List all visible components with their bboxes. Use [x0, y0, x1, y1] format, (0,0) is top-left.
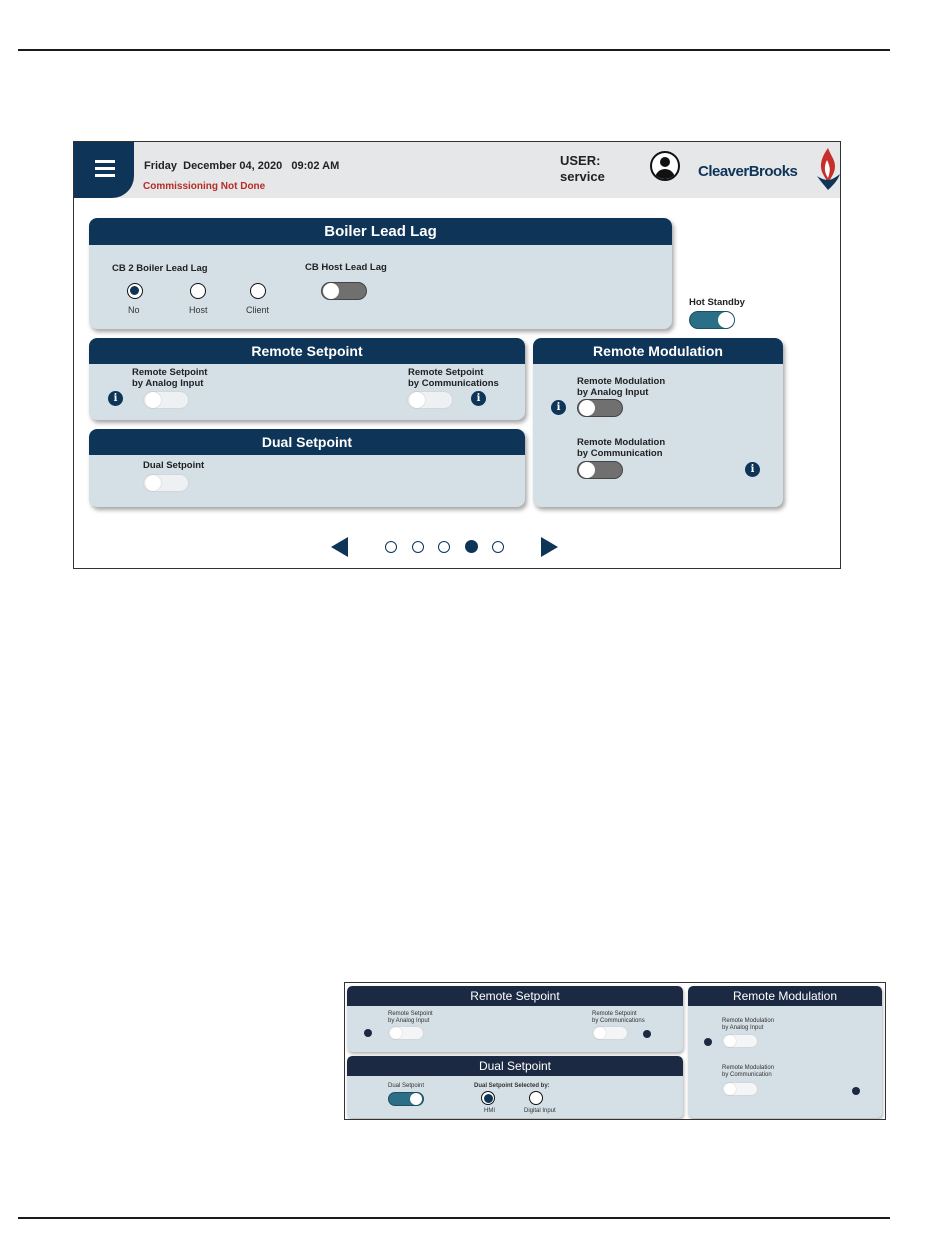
- radio-digital-input-label: Digital Input: [524, 1108, 556, 1114]
- commissioning-status: Commissioning Not Done: [143, 181, 266, 192]
- page-dot-4-active[interactable]: [465, 540, 478, 553]
- remote-setpoint-analog-toggle[interactable]: [388, 1026, 424, 1040]
- radio-hmi-label: HMI: [484, 1108, 495, 1114]
- panel-title: Dual Setpoint: [89, 429, 525, 455]
- remote-setpoint-comm-toggle[interactable]: [592, 1026, 628, 1040]
- dual-setpoint-panel: [89, 429, 525, 507]
- hot-standby-toggle[interactable]: [689, 311, 735, 329]
- page-dot-1[interactable]: [385, 541, 397, 553]
- radio-host-label: Host: [189, 305, 208, 315]
- user-label: USER:: [560, 153, 601, 168]
- panel-title: Dual Setpoint: [347, 1056, 683, 1076]
- info-icon[interactable]: i: [551, 400, 566, 415]
- communication-label: Remote Modulation by Communication: [722, 1065, 775, 1078]
- analog-input-label: Remote Modulation by Analog Input: [577, 376, 666, 398]
- next-arrow-icon[interactable]: [541, 537, 558, 557]
- info-icon[interactable]: i: [745, 462, 760, 477]
- remote-modulation-comm-toggle[interactable]: [577, 461, 623, 479]
- analog-input-label: Remote Modulation by Analog Input: [722, 1018, 775, 1031]
- brand-flame-icon: [815, 146, 841, 192]
- user-name: service: [560, 169, 605, 184]
- communications-label: Remote Setpoint by Communications: [592, 1011, 645, 1024]
- remote-modulation-panel: [533, 338, 783, 507]
- selected-by-label: Dual Setpoint Selected by:: [474, 1083, 550, 1089]
- radio-digital-input[interactable]: [529, 1091, 543, 1105]
- radio-host[interactable]: [190, 283, 206, 299]
- hmi-screen: [73, 141, 841, 569]
- panel-title: Remote Modulation: [688, 986, 882, 1006]
- panel-title: Remote Modulation: [533, 338, 783, 364]
- brand-logo: CleaverBrooks: [698, 163, 798, 180]
- page-dot-2[interactable]: [412, 541, 424, 553]
- radio-hmi[interactable]: [481, 1091, 495, 1105]
- menu-button[interactable]: [74, 142, 134, 198]
- example-screen: [344, 982, 886, 1120]
- remote-setpoint-comm-toggle[interactable]: [407, 391, 453, 409]
- example-remote-modulation-panel: [688, 986, 882, 1118]
- analog-input-label: Remote Setpoint by Analog Input: [132, 367, 208, 389]
- top-bar: [74, 142, 840, 198]
- remote-modulation-comm-toggle[interactable]: [722, 1082, 758, 1096]
- dual-setpoint-label: Dual Setpoint: [143, 460, 205, 471]
- communications-label: Remote Setpoint by Communications: [408, 367, 499, 389]
- dual-setpoint-toggle[interactable]: [143, 474, 189, 492]
- remote-modulation-analog-toggle[interactable]: [577, 399, 623, 417]
- prev-arrow-icon[interactable]: [331, 537, 348, 557]
- bottom-rule: [18, 1217, 890, 1219]
- communication-label: Remote Modulation by Communication: [577, 437, 666, 459]
- info-icon[interactable]: [643, 1030, 651, 1038]
- dual-setpoint-toggle[interactable]: [388, 1092, 424, 1106]
- radio-no[interactable]: [127, 283, 143, 299]
- remote-setpoint-analog-toggle[interactable]: [143, 391, 189, 409]
- date-time: Friday December 04, 2020 09:02 AM: [144, 160, 340, 172]
- user-icon[interactable]: [650, 151, 680, 181]
- panel-title: Remote Setpoint: [347, 986, 683, 1006]
- panel-title: Boiler Lead Lag: [89, 218, 672, 245]
- user-info: [560, 153, 605, 185]
- remote-modulation-analog-toggle[interactable]: [722, 1034, 758, 1048]
- dual-setpoint-label: Dual Setpoint: [388, 1083, 425, 1089]
- page-dot-3[interactable]: [438, 541, 450, 553]
- info-icon[interactable]: i: [471, 391, 486, 406]
- info-icon[interactable]: [852, 1087, 860, 1095]
- remote-setpoint-panel: [89, 338, 525, 420]
- page-dot-5[interactable]: [492, 541, 504, 553]
- cb-host-lead-lag-toggle[interactable]: [321, 282, 367, 300]
- example-remote-setpoint-panel: [347, 986, 683, 1052]
- example-dual-setpoint-panel: [347, 1056, 683, 1118]
- radio-client[interactable]: [250, 283, 266, 299]
- info-icon[interactable]: [364, 1029, 372, 1037]
- cb2-lead-lag-label: CB 2 Boiler Lead Lag: [112, 263, 208, 274]
- top-rule: [18, 49, 890, 51]
- radio-no-label: No: [128, 305, 140, 315]
- hot-standby-label: Hot Standby: [689, 297, 745, 308]
- cb-host-lead-lag-label: CB Host Lead Lag: [305, 262, 387, 273]
- panel-title: Remote Setpoint: [89, 338, 525, 364]
- boiler-lead-lag-panel: [89, 218, 672, 329]
- info-icon[interactable]: [704, 1038, 712, 1046]
- radio-client-label: Client: [246, 305, 270, 315]
- analog-input-label: Remote Setpoint by Analog Input: [388, 1011, 433, 1024]
- info-icon[interactable]: i: [108, 391, 123, 406]
